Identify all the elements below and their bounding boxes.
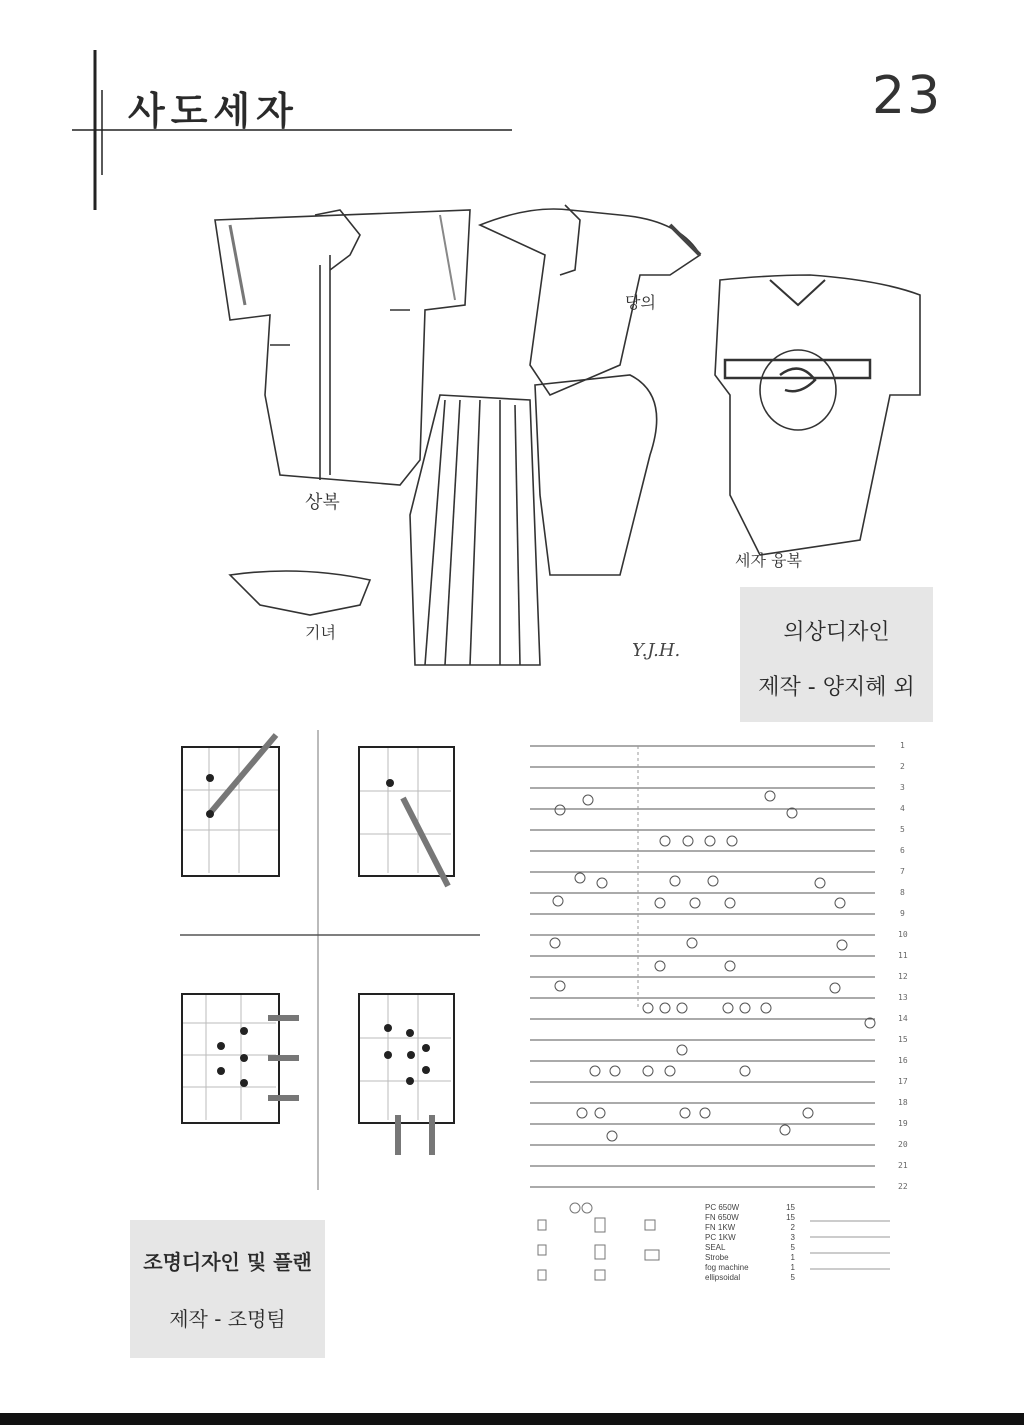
cue-row-num: 8 [900, 888, 905, 897]
legend-row: ellipsoidal 5 [705, 1273, 795, 1282]
label-seja: 세자 융복 [735, 551, 802, 570]
cue-row-num: 2 [900, 762, 905, 771]
instrument-legend [705, 1203, 795, 1283]
cue-row-num: 14 [898, 1014, 908, 1023]
cue-row-num: 7 [900, 867, 905, 876]
label-giyeo: 기녀 [305, 623, 336, 642]
lighting-panel-bottom-left-marks [181, 993, 311, 1123]
costume-caption-line2: 제작 - 양지혜 외 [758, 675, 915, 700]
costume-caption-line1: 의상디자인 [783, 620, 890, 645]
legend-symbols [535, 1200, 705, 1295]
bottom-bar [0, 1413, 1024, 1425]
cue-row-num: 22 [898, 1182, 908, 1191]
cue-row-num: 19 [898, 1119, 908, 1128]
cue-row-num: 6 [900, 846, 905, 855]
cue-row-num: 10 [898, 930, 908, 939]
legend-notes-lines [810, 1205, 895, 1285]
cue-row-num: 3 [900, 783, 905, 792]
lighting-caption-line1: 조명디자인 및 플랜 [143, 1250, 312, 1274]
lighting-panel-top-right-marks [358, 746, 468, 896]
cue-row-num: 5 [900, 825, 905, 834]
legend-row: FN 1KW 2 [705, 1223, 795, 1232]
lighting-caption-line2: 제작 - 조명팀 [169, 1307, 286, 1331]
legend-row: PC 650W 15 [705, 1203, 795, 1212]
cue-row-num: 18 [898, 1098, 908, 1107]
cue-row-num: 11 [898, 951, 908, 960]
cue-row-num: 15 [898, 1035, 908, 1044]
cue-row-num: 9 [900, 909, 905, 918]
lighting-panel-bottom-right-marks [358, 993, 458, 1158]
costume-caption [740, 587, 933, 722]
label-sangbok: 상복 [305, 492, 340, 513]
page-number: 23 [872, 66, 943, 126]
legend-row: fog machine 1 [705, 1263, 795, 1272]
cue-row-num: 13 [898, 993, 908, 1002]
lighting-caption [130, 1220, 325, 1358]
cue-row-num: 16 [898, 1056, 908, 1065]
legend-row: SEAL 5 [705, 1243, 795, 1252]
label-dangui: 당의 [625, 293, 656, 312]
cue-row-num: 20 [898, 1140, 908, 1149]
cue-row-num: 12 [898, 972, 908, 981]
cue-row-num: 17 [898, 1077, 908, 1086]
cue-row-num: 4 [900, 804, 905, 813]
legend-row: Strobe 1 [705, 1253, 795, 1262]
signature: Y.J.H. [632, 640, 681, 661]
lighting-panel-top-left-marks [181, 730, 291, 880]
cue-row-num: 1 [900, 741, 905, 750]
cue-sheet [530, 738, 895, 1208]
cue-row-num: 21 [898, 1161, 908, 1170]
legend-row: PC 1KW 3 [705, 1233, 795, 1242]
legend-row: FN 650W 15 [705, 1213, 795, 1222]
page-title: 사도세자 [128, 88, 299, 133]
